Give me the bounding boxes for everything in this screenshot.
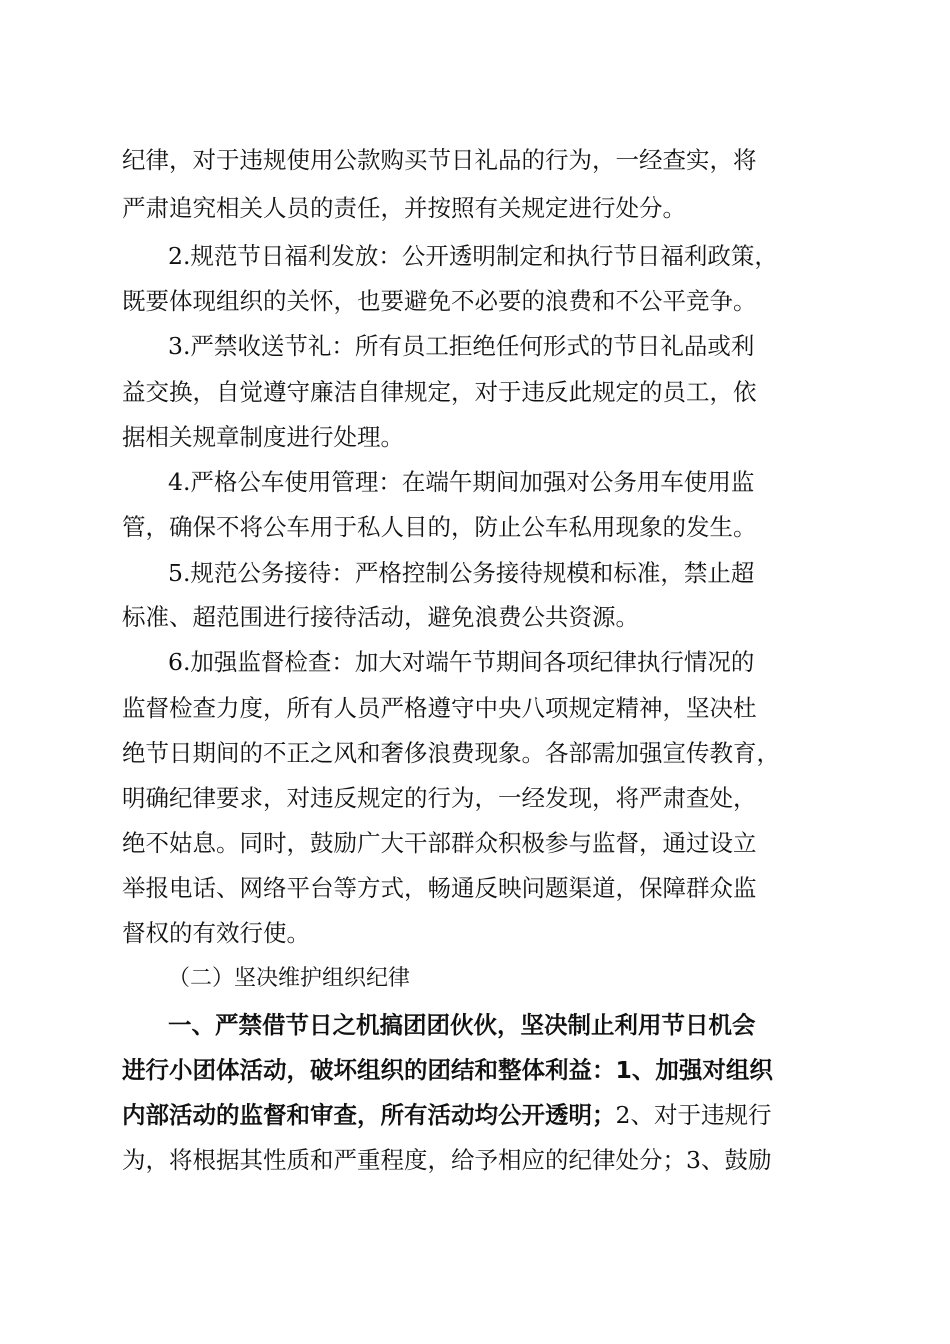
paragraph-line: 6.加强监督检查：加大对端午节期间各项纪律执行情况的 bbox=[168, 648, 755, 676]
paragraph-line: 纪律，对于违规使用公款购买节日礼品的行为，一经查实，将 bbox=[122, 146, 757, 174]
paragraph-line: 管，确保不将公车用于私人目的，防止公车私用现象的发生。 bbox=[122, 513, 757, 541]
bold-paragraph-line: 进行小团体活动，破坏组织的团结和整体利益：1、加强对组织 bbox=[122, 1056, 773, 1084]
section-heading: （二）坚决维护组织纪律 bbox=[168, 966, 411, 991]
paragraph-line: 督权的有效行使。 bbox=[122, 919, 310, 947]
paragraph-line: 绝节日期间的不正之风和奢侈浪费现象。各部需加强宣传教育， bbox=[122, 739, 780, 767]
paragraph-line: 监督检查力度，所有人员严格遵守中央八项规定精神，坚决杜 bbox=[122, 694, 757, 722]
mixed-paragraph-line bbox=[122, 1099, 832, 1131]
paragraph-line: 益交换，自觉遵守廉洁自律规定，对于违反此规定的员工，依 bbox=[122, 378, 757, 406]
paragraph-line: 严肃追究相关人员的责任，并按照有关规定进行处分。 bbox=[122, 194, 686, 222]
bold-paragraph-line: 一、严禁借节日之机搞团团伙伙，坚决制止利用节日机会 bbox=[168, 1011, 756, 1039]
paragraph-line: 4.严格公车使用管理：在端午期间加强对公务用车使用监 bbox=[168, 468, 755, 496]
paragraph-line: 为，将根据其性质和严重程度，给予相应的纪律处分；3、鼓励 bbox=[122, 1146, 772, 1174]
paragraph-line: 标准、超范围进行接待活动，避免浪费公共资源。 bbox=[122, 603, 639, 631]
paragraph-line: 据相关规章制度进行处理。 bbox=[122, 423, 404, 451]
plain-text-span: 2、对于违规行 bbox=[615, 1101, 772, 1129]
paragraph-line: 绝不姑息。同时，鼓励广大干部群众积极参与监督，通过设立 bbox=[122, 829, 757, 857]
paragraph-line: 5.规范公务接待：严格控制公务接待规模和标准，禁止超 bbox=[168, 559, 755, 587]
paragraph-line: 3.严禁收送节礼：所有员工拒绝任何形式的节日礼品或利 bbox=[168, 332, 755, 360]
paragraph-line: 举报电话、网络平台等方式，畅通反映问题渠道，保障群众监 bbox=[122, 874, 757, 902]
paragraph-line: 既要体现组织的关怀，也要避免不必要的浪费和不公平竞争。 bbox=[122, 287, 757, 315]
paragraph-line: 明确纪律要求，对违反规定的行为，一经发现，将严肃查处， bbox=[122, 784, 757, 812]
bold-text-span: 内部活动的监督和审查，所有活动均公开透明； bbox=[122, 1101, 616, 1129]
paragraph-line: 2.规范节日福利发放：公开透明制定和执行节日福利政策， bbox=[168, 242, 778, 270]
